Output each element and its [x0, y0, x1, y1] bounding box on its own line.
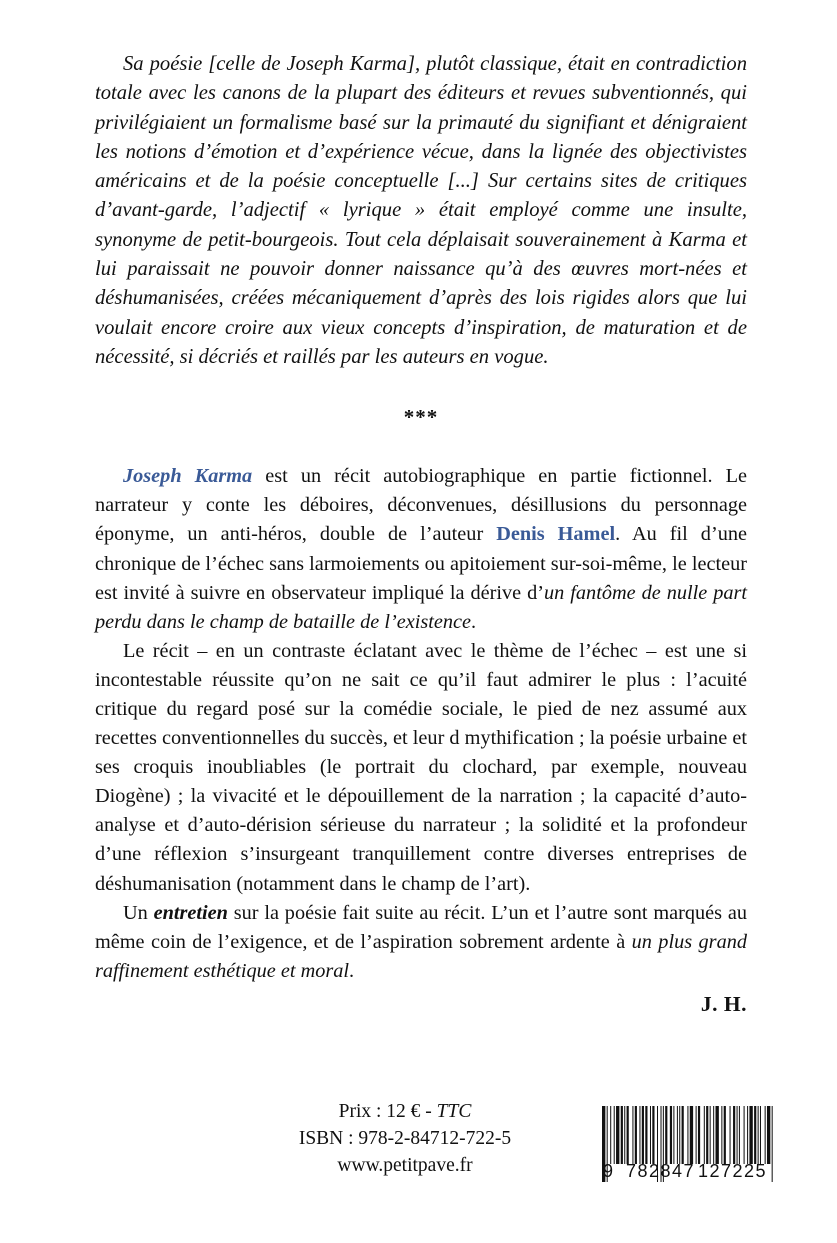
- price-label: Prix : 12 € -: [338, 1101, 437, 1122]
- price-line: [230, 1098, 580, 1125]
- blurb-p3-part2: sur la poésie fait suite au récit. L’un et l’autre sont marqués au même coin de l’exigence, et de l’aspiration sobrement ardente à: [95, 901, 747, 953]
- barcode-lead-digit: 9: [603, 1161, 615, 1181]
- blurb-p3-part3: .: [349, 959, 355, 982]
- imprint-block: [230, 1098, 580, 1179]
- section-separator: ***: [403, 405, 439, 430]
- text-column: [95, 50, 747, 1018]
- quotation-block: [95, 50, 747, 372]
- isbn-line: ISBN : 978-2-84712-722-5: [298, 1128, 512, 1149]
- barcode-digits: [602, 1161, 774, 1183]
- blurb-p3-emphasis-entretien: entretien: [153, 901, 228, 924]
- blurb-p1-part2: . Au fil d’une chronique de l’échec sans larmoiements ou apitoiement sur-soi-même, le lecteur est invité à suivre en observateur impliqué la dérive d’: [95, 523, 747, 604]
- blurb-p1-part3: .: [471, 610, 477, 633]
- blurb-p3-emphasis-closing: un plus grand raffinement esthétique et moral: [95, 930, 747, 982]
- blurb-p3-part1: Un: [123, 901, 154, 924]
- quotation-paragraph: [95, 50, 747, 372]
- quotation-text: Sa poésie [celle de Joseph Karma], plutôt classique, était en contradiction totale avec les canons de la plupart des éditeurs et revues subventionnés, qui privilégiaient un formalisme basé sur la primauté du signifiant et dénigraient les notions d’émotion et d’expérience vécue, dans la lignée des objectivistes américains et de la poésie conceptuelle [...] Sur certains sites de critiques d’avant-garde, l’adjectif « lyrique » était employé comme une insulte, synonyme de petit-bourgeois. Tout cela déplaisait souverainement à Karma et lui paraissait ne pouvoir donner naissance qu’à des œuvres mort-nées et déshumanisées, créées mécaniquement d’après des lois rigides alors que lui voulait encore croire aux vieux concepts d’inspiration, de maturation et de nécessité, si décriés et raillés par les auteurs en vogue.: [95, 53, 747, 368]
- blurb-block: [95, 462, 747, 1018]
- blurb-p1-emphasis: un fantôme de nulle part perdu dans le champ de bataille de l’existence: [95, 581, 748, 633]
- blurb-paragraph-1: [95, 462, 747, 637]
- blurb-paragraph-3: [95, 899, 747, 986]
- barcode-right-digits: 127225: [698, 1161, 768, 1181]
- blurb-p2-text: Le récit – en un contraste éclatant avec le thème de l’échec – est une si incontestable réussite qu’on ne sait ce qu’il faut admirer le plus : l’acuité critique du regard posé sur la comédie sociale, le pied de nez assumé aux recettes conventionnelles du succès, et leur d mythification ; la poésie urbaine et ses croquis inoubliables (le portrait du clochard, par exemple, nouveau Diogène) ; la vivacité et le dépouillement de la narration ; la capacité d’auto-analyse et d’auto-dérision sérieuse du narrateur ; la solidité et la profondeur d’une réflexion s’insurgeant tranquillement contre diverses entreprises de déshumanisation (notamment dans le champ de l’art).: [95, 639, 747, 895]
- signature-initials: J. H.: [700, 991, 747, 1016]
- barcode-left-digits: 782847: [626, 1161, 696, 1181]
- author-name-highlight: Denis Hamel: [496, 523, 616, 546]
- blurb-paragraph-2: [95, 637, 747, 899]
- book-title-highlight: Joseph Karma: [123, 465, 253, 488]
- price-tax-note: TTC: [436, 1101, 472, 1122]
- blurb-p1-part1: est un récit autobiographique en partie fictionnel. Le narrateur y conte les déboires, déconvenues, désillusions du personnage éponyme, un anti-héros, double de l’auteur: [95, 465, 747, 546]
- barcode: [602, 1104, 774, 1188]
- website-line: www.petitpave.fr: [337, 1155, 473, 1176]
